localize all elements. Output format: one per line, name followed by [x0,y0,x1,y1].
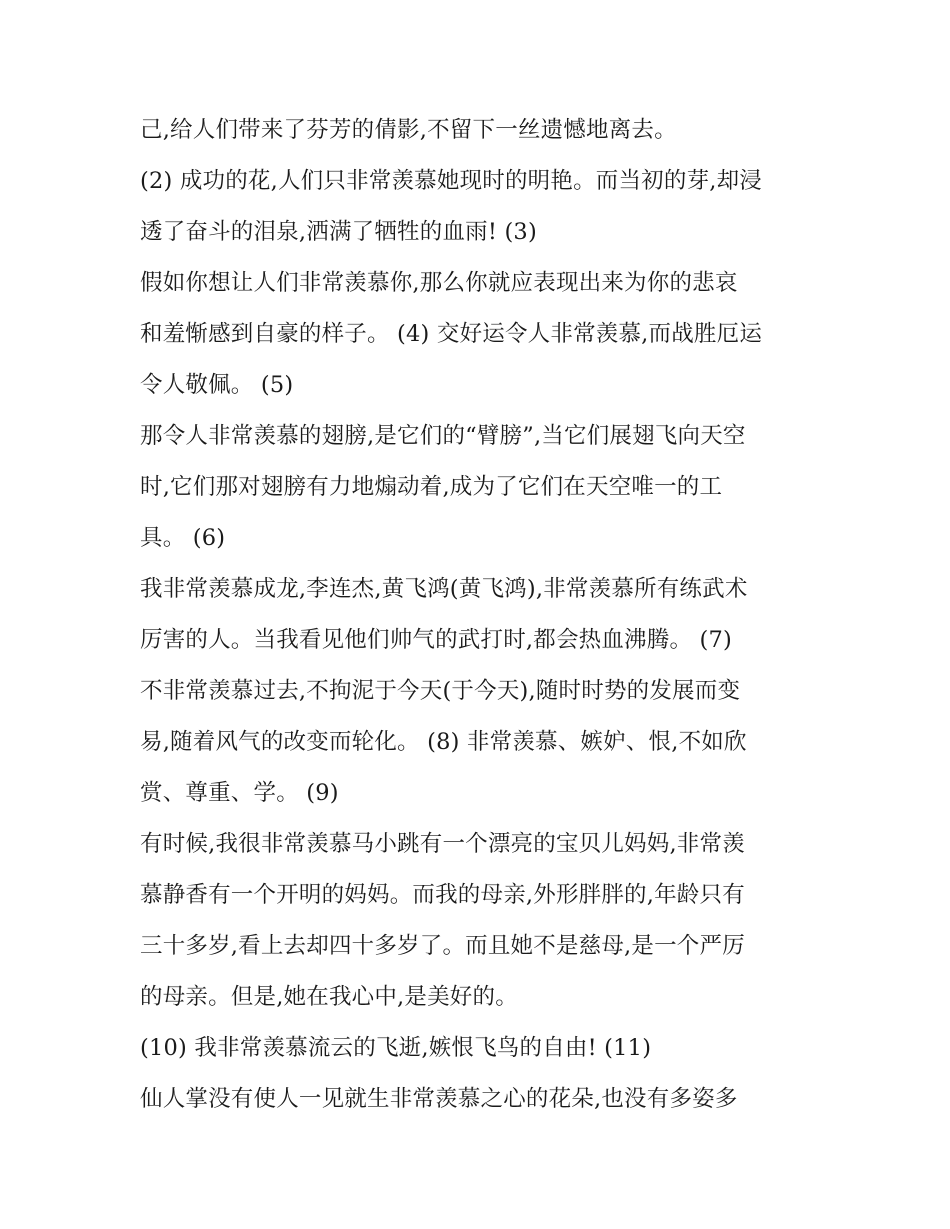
text-line: 己,给人们带来了芬芳的倩影,不留下一丝遗憾地离去。 [140,117,677,143]
text-line: 有时候,我很非常羡慕马小跳有一个漂亮的宝贝儿妈妈,非常羡 [140,831,745,857]
text-line: 我非常羡慕成龙,李连杰,黄飞鸿(黄飞鸿),非常羡慕所有练武术 [140,576,748,602]
text-line: 和羞惭感到自豪的样子。 (4) 交好运令人非常羡慕,而战胜厄运 [140,321,763,347]
text-line: (10) 我非常羡慕流云的飞逝,嫉恨飞鸟的自由! (11) [140,1035,652,1061]
text-line: 厉害的人。当我看见他们帅气的武打时,都会热血沸腾。 (7) [140,627,732,653]
document-body [140,108,830,1128]
text-line: 慕静香有一个开明的妈妈。而我的母亲,外形胖胖的,年龄只有 [140,882,745,908]
text-line: 易,随着风气的改变而轮化。 (8) 非常羡慕、嫉妒、恨,不如欣 [140,729,747,755]
text-line: 假如你想让人们非常羡慕你,那么你就应表现出来为你的悲哀 [140,270,738,296]
text-line: 具。 (6) [140,525,226,551]
text-line: 赏、尊重、学。 (9) [140,780,339,806]
text-line: 三十多岁,看上去却四十多岁了。而且她不是慈母,是一个严厉 [140,933,745,959]
text-line: 那令人非常羡慕的翅膀,是它们的“臂膀”,当它们展翅飞向天空 [140,423,746,449]
text-line: 时,它们那对翅膀有力地煽动着,成为了它们在天空唯一的工 [140,474,723,500]
text-line: (2) 成功的花,人们只非常羡慕她现时的明艳。而当初的芽,却浸 [140,168,763,194]
text-line: 令人敬佩。 (5) [140,372,294,398]
text-line: 不非常羡慕过去,不拘泥于今天(于今天),随时时势的发展而变 [140,678,741,704]
text-line: 的母亲。但是,她在我心中,是美好的。 [140,984,518,1010]
text-line: 仙人掌没有使人一见就生非常羡慕之心的花朵,也没有多姿多 [140,1086,738,1112]
text-line: 透了奋斗的泪泉,洒满了牺牲的血雨! (3) [140,219,537,245]
